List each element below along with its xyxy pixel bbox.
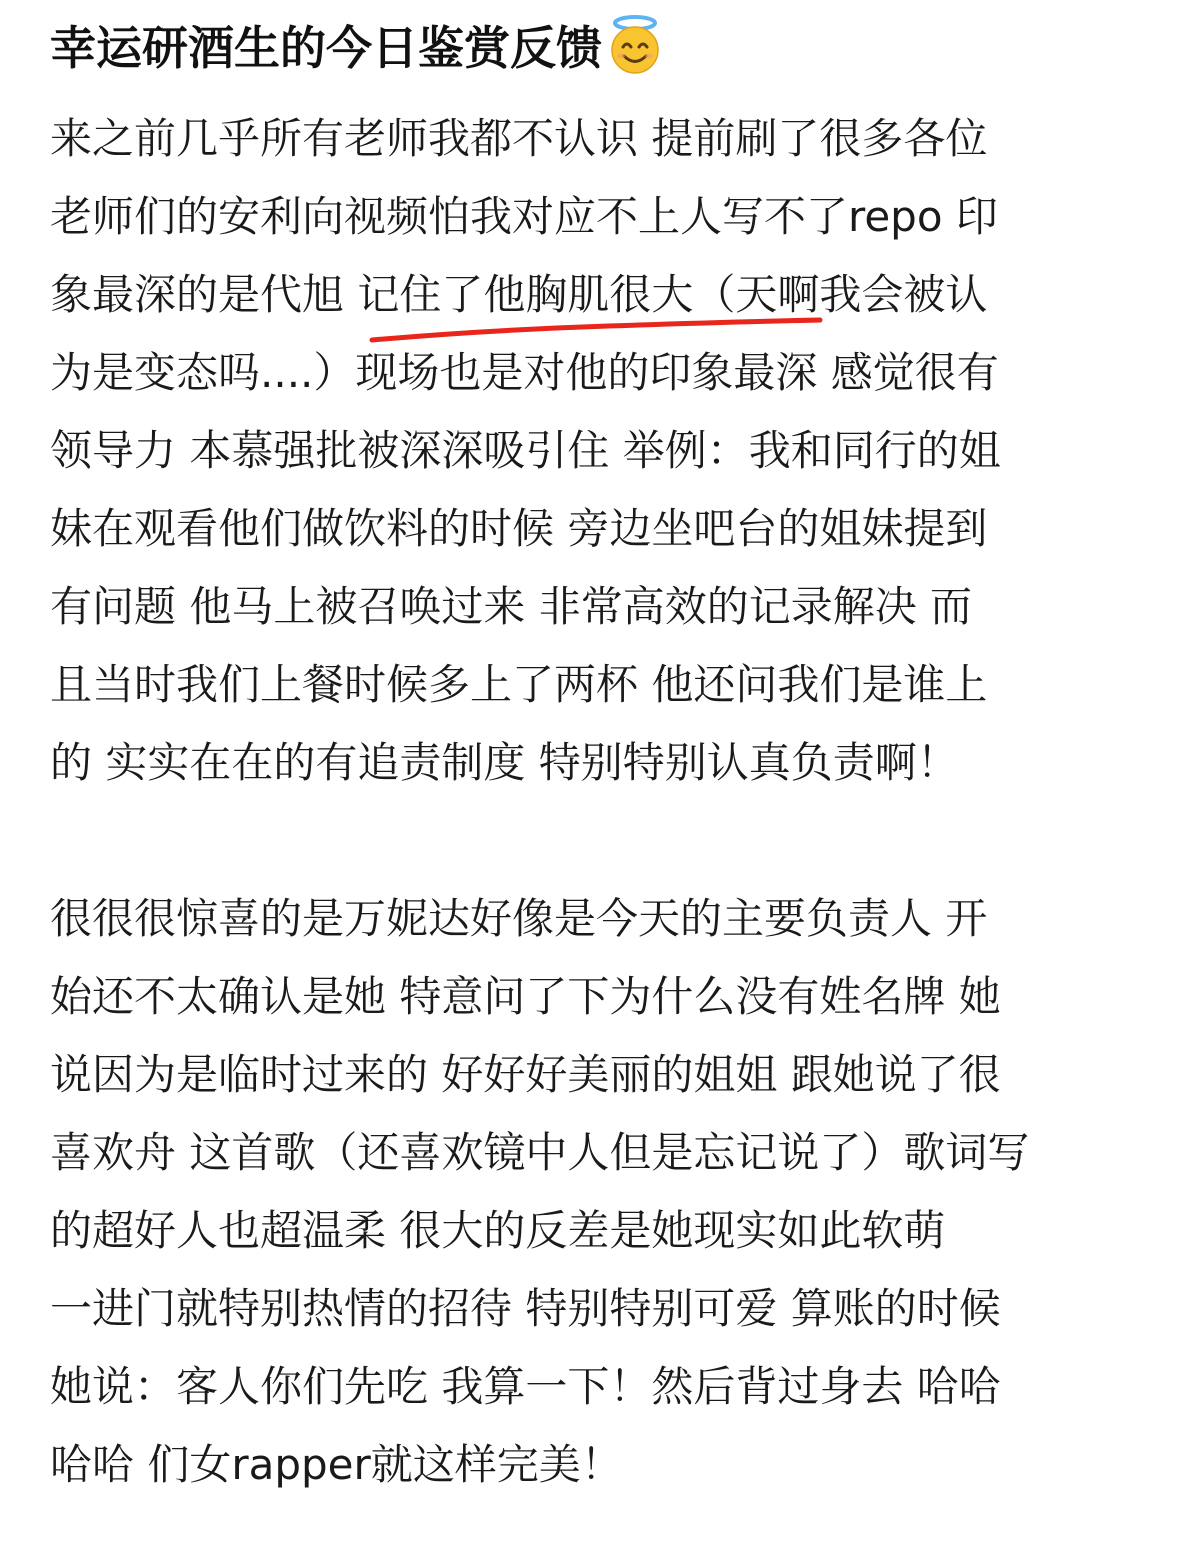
paragraph-line: 妹在观看他们做饮料的时候 旁边坐吧台的姐妹提到	[50, 504, 988, 553]
paragraph-line: 的 实实在在的有追责制度 特别特别认真负责啊！	[50, 738, 959, 787]
paragraph-line: 哈哈 们女rapper就这样完美！	[50, 1440, 623, 1489]
paragraph-line: 为是变态吗....）现场也是对他的印象最深 感觉很有	[50, 348, 999, 397]
smiling-face-with-halo-icon	[604, 14, 666, 76]
paragraph-line: 老师们的安利向视频怕我对应不上人写不了repo 印	[50, 192, 998, 241]
paragraph-1	[50, 100, 1001, 802]
paragraph-line: 一进门就特别热情的招待 特别特别可爱 算账的时候	[50, 1284, 1001, 1333]
paragraph-line: 她说：客人你们先吃 我算一下！然后背过身去 哈哈	[50, 1362, 1001, 1411]
post-title	[50, 10, 666, 80]
paragraph-line: 领导力 本慕强批被深深吸引住 举例：我和同行的姐	[50, 426, 1001, 475]
paragraph-line: 始还不太确认是她 特意问了下为什么没有姓名牌 她	[50, 972, 1001, 1021]
paragraph-line: 象最深的是代旭 记住了他胸肌很大（天啊我会被认	[50, 270, 988, 319]
paragraph-line: 的超好人也超温柔 很大的反差是她现实如此软萌	[50, 1206, 946, 1255]
paragraph-line: 喜欢舟 这首歌（还喜欢镜中人但是忘记说了）歌词写	[50, 1128, 1030, 1177]
paragraph-line: 且当时我们上餐时候多上了两杯 他还问我们是谁上	[50, 660, 988, 709]
paragraph-line: 说因为是临时过来的 好好好美丽的姐姐 跟她说了很	[50, 1050, 1001, 1099]
post-title-text: 幸运研酒生的今日鉴赏反馈	[50, 21, 602, 75]
paragraph-line: 有问题 他马上被召唤过来 非常高效的记录解决 而	[50, 582, 973, 631]
paragraph-line: 很很很惊喜的是万妮达好像是今天的主要负责人 开	[50, 894, 988, 943]
paragraph-line: 来之前几乎所有老师我都不认识 提前刷了很多各位	[50, 114, 988, 163]
paragraph-2	[50, 880, 1029, 1504]
